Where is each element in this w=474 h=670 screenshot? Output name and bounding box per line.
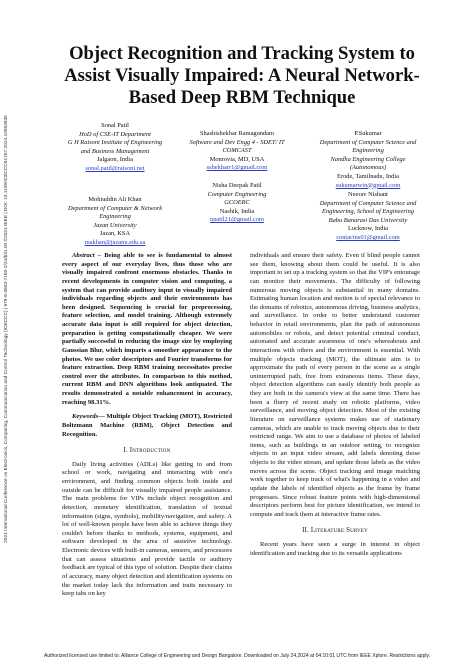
author-block — [305, 191, 431, 243]
author-block — [55, 122, 175, 174]
author-affiliation: and Business Management — [80, 147, 150, 155]
author-name: Sonal Patil — [101, 122, 129, 129]
author-name: Neerav Nishant — [348, 191, 388, 198]
author-block — [177, 130, 297, 173]
author-email-link[interactable]: contactns01@gmail.com — [336, 233, 400, 241]
author-location: Jalgaon, India — [97, 156, 133, 164]
author-affiliation: Engineering — [99, 213, 131, 221]
left-column — [62, 252, 232, 599]
title-line-1: Object Recognition and Tracking System to — [69, 43, 415, 64]
author-location: Lucknow, India — [347, 225, 389, 233]
title-line-2: Assist Visually Impaired: A Neural Network- — [64, 65, 420, 86]
author-block — [55, 196, 175, 248]
author-affiliation: Computer Engineering — [207, 190, 267, 198]
keywords-text: Multiple Object Tracking (MOT), Restricted Boltzmann Machine (RBM), Object Detection and Recognition. — [62, 413, 232, 438]
section-title: Literature Survey — [310, 527, 368, 535]
author-email-link[interactable]: sonal.patil@raisoni.net — [85, 164, 145, 172]
author-affiliation: Software and Dev Engg 4 - SDET/ IT — [189, 138, 285, 146]
right-column — [250, 252, 420, 558]
section-number: II. — [302, 527, 309, 535]
keywords-label: Keywords— — [72, 413, 105, 421]
author-block — [305, 130, 431, 190]
section-heading-literature-survey — [250, 527, 420, 536]
author-email-link[interactable]: makhan@jazanu.edu.sa — [84, 238, 146, 246]
author-location: Erode, Tamilnadu, India — [337, 172, 399, 180]
author-location: Jazan, KSA — [99, 230, 131, 238]
abstract-label: Abstract — [72, 252, 95, 259]
abstract-text: – Being able to see is fundamental to almost every aspect of our everyday lives, thus those who are visually impaired confront enormous obstacles. Thanks to recent developments in computer vision and computing, a system that can provide auditory input to visually impaired individuals regarding objects and their environments has been designed. Sequencing is crucial for preprocessing, feature selection, and model training. Although extremely accurate data input is still required for object detection, preparation is getting computationally cheaper. We were partially successful in reducing the image size by employing Gaussian Blur, which imparts a smoother appearance to the photos. We use color descriptors and Fourier transforms for feature extraction. Deep RBM training necessitates precise control over the attributes. In comparison to this method, current RBM and DNN algorithms look antiquated. The results demonstrated a notable enhancement in accuracy, reaching 98.31%. — [62, 252, 232, 406]
author-affiliation: Engineering, School of Engineering — [322, 208, 414, 216]
keywords — [62, 413, 232, 439]
author-location: Monrovia, MD, USA — [209, 155, 265, 163]
section-number: I. — [123, 447, 128, 455]
author-name: Shashishekhar Ramagundam — [199, 130, 274, 137]
side-note: 2024 International Conference on Electronics, Computing, Communication and Control Technology (ICECCC) | 979-8-3503-7180-2/24/$31.00 ©2024 IEEE | DOI: 10.1109/ICECCC61767.2024.10593935 — [4, 115, 9, 543]
section-title: Introduction — [129, 447, 171, 455]
author-block — [177, 182, 297, 225]
author-affiliation: (Autonomous) — [349, 164, 387, 172]
author-affiliation: COMCAST — [222, 147, 252, 155]
title-line-3: Based Deep RBM Technique — [128, 87, 356, 108]
author-affiliation: Department of Computer Science and — [319, 199, 417, 207]
author-email-link[interactable]: npatil21@gmail.com — [210, 216, 264, 224]
author-affiliation: G H Raisoni Institute of Engineering — [67, 139, 163, 147]
author-affiliation: Department of Computer Science and — [319, 138, 417, 146]
author-affiliation: Nandha Engineering College — [330, 155, 406, 163]
section-heading-introduction — [62, 447, 232, 456]
author-name: Mohiuddin Ali Khan — [88, 196, 142, 203]
author-location: Nashik, India — [219, 207, 255, 215]
abstract — [62, 252, 232, 407]
license-footer: Authorized licensed use limited to: Alliance College of Engineering and Design Bangalore. Downloaded on July 24,2024 at 04:10:01 UTC from IEEE Xplore. Restrictions apply. — [44, 653, 430, 659]
paper-title — [40, 43, 444, 109]
literature-paragraph: Recent years have seen a surge in interest in object identification and tracking due to its versatile applications — [250, 541, 420, 557]
author-affiliation: Jazan University — [93, 221, 137, 229]
author-name: P.Sukumar — [354, 130, 382, 137]
author-affiliation: GCOERC — [224, 199, 250, 207]
author-affiliation: Department of Computer & Network — [67, 204, 163, 212]
body-paragraph: individuals and ensure their safety. Even if blind people cannot see them, knowing about them could be useful. It is also important to set up a tracking system so that the VIP's entourage can monitor their movements. The difficulty of following numerous moving objects is substantial in many domains. Estimating human location and motion is of special relevance to the domains of robotics, autonomous driving, business analytics, and surveillance. In order to better understand customer behavior in retail environments, plan the path of autonomous automobiles or robots, and detect potential criminal conduct, automated and accurate awareness of one's whereabouts and interactions with others and the environment is essential. With multiple objects tracking (MOT), the ultimate aim is to approximate the path of every person in the scene as a single uninterrupted path, free from extraneous items. These days, object detection algorithms can easily identify both people as they are both in the camera's view at the same time. There has been a flurry of recent study on robotic platforms, video surveillance, and moving object detection. Most of the existing literature on surveillance systems makes use of stationary cameras, which are unable to track moving objects due to their restricted range. We aim to use a database of photos of labeled items, such as buildings in an outdoor setting, to recognize objects in an input video stream, add labels denoting those objects to the video stream, and update those labels as the video moves across the scene. Object tracking and image matching work together to keep track of what's happening in a video and update the labels of identified objects as the frame by frame progresses. Since robust feature points with high-dimensional descriptors perform best for picture identification, we intend to compute and track them at interactive frame rates. — [250, 252, 420, 518]
introduction-paragraph: Daily living activities (ADLs) like getting to and from school or work, navigating and interacting with one's environment, and finding common objects both inside and outside can be difficult for visually impaired people assistance. The main problems for VIPs include object recognition and detection, monetary identification, translation of textual information (signs, symbols), mobility/navigation, and safety. A lot of well-known people have been able to achieve things they couldn't before thanks to methods, systems, equipment, and software developed in the area of assistive technology. Electronic devices with built-in cameras, sensors, and processors that can assess situations and provide tactile or auditory feedback are typical of this type of solution. Despite their claims of accuracy, many object detection and identification systems on the market today lack the information and traits necessary to keep tabs on key — [62, 460, 232, 598]
author-email-link[interactable]: sukumarwin@gmail.com — [335, 181, 401, 189]
author-affiliation: HoD of CSE-IT Department — [79, 130, 151, 138]
author-affiliation: Engineering — [352, 147, 384, 155]
author-affiliation: Babu Banarasi Das University — [328, 216, 408, 224]
author-name: Nisha Deepak Patil — [212, 182, 262, 189]
author-email-link[interactable]: sshekharr1@gmail.com — [206, 164, 268, 172]
